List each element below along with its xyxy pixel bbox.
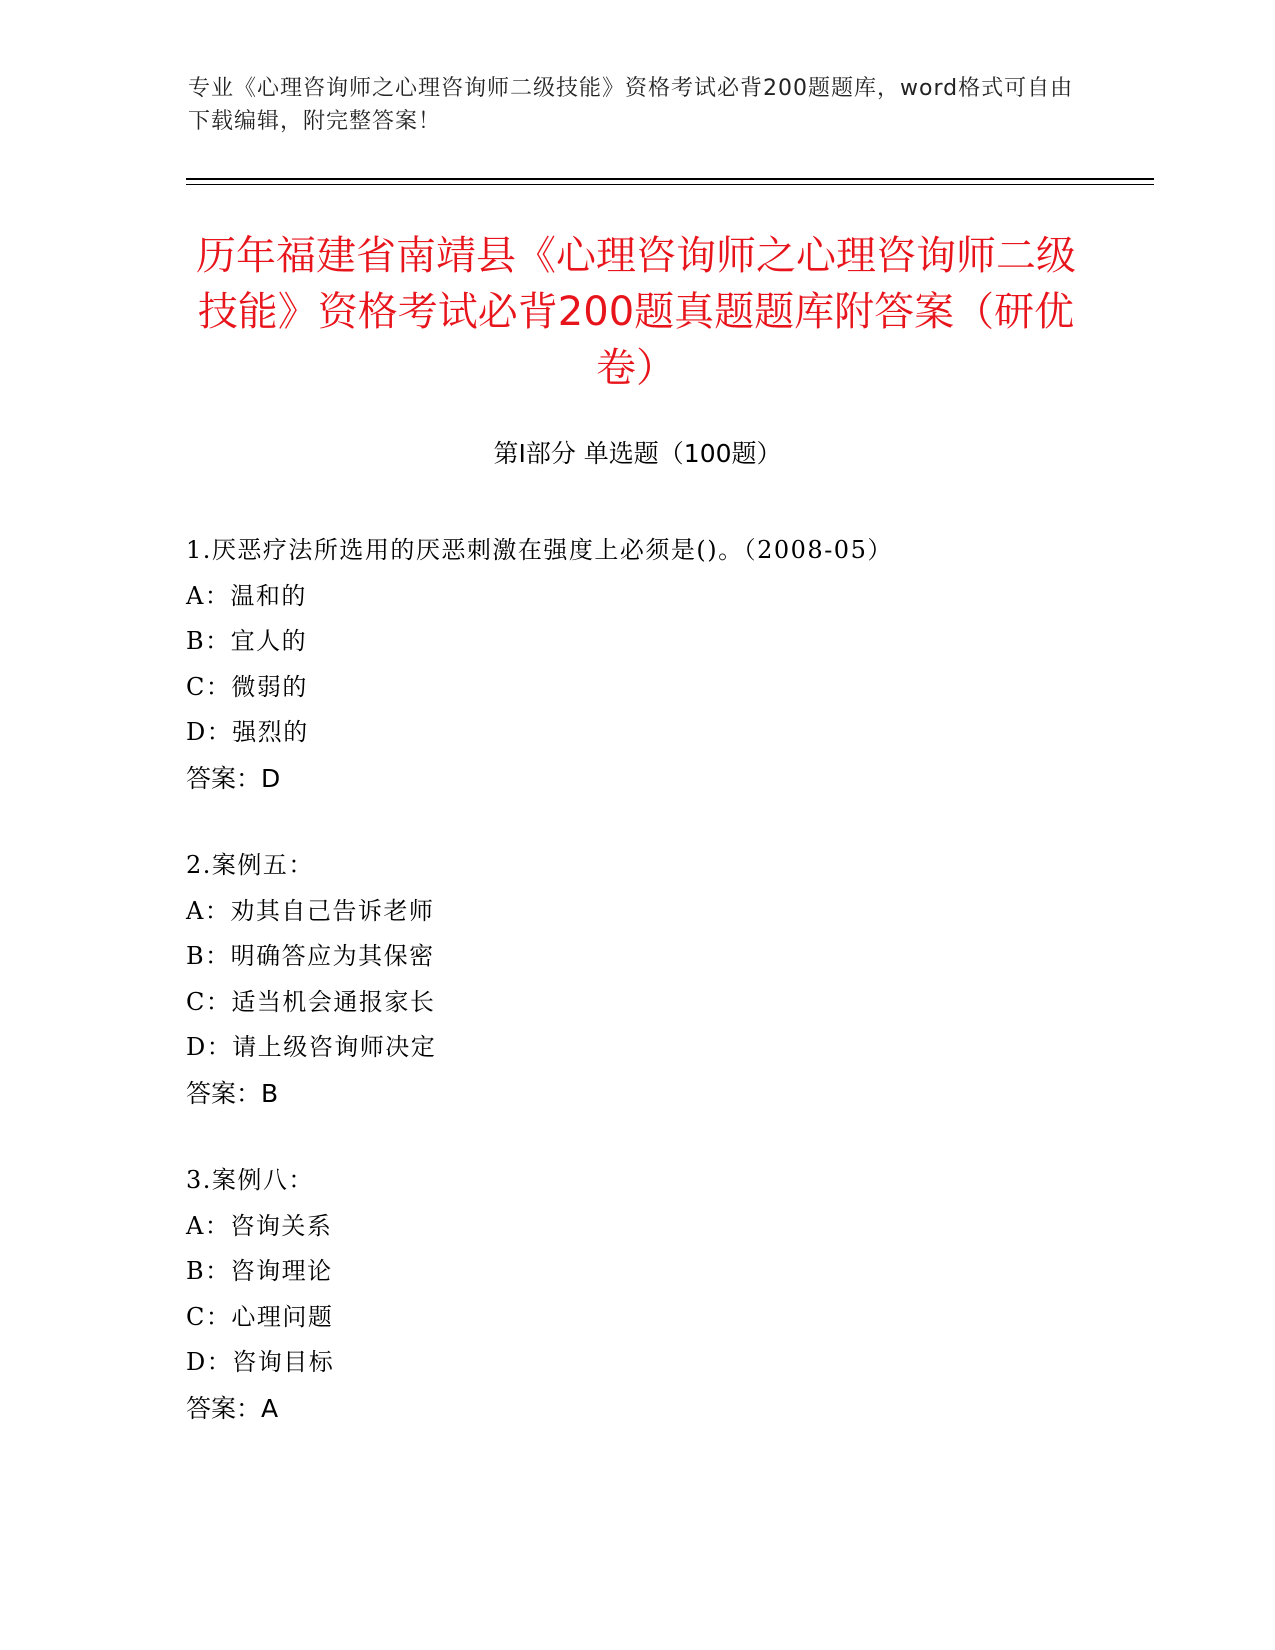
- document-title: 历年福建省南靖县《心理咨询师之心理咨询师二级技能》资格考试必背200题真题题库附答案（研优卷）: [196, 233, 1076, 391]
- option-a: A：咨询关系: [186, 1211, 333, 1240]
- option-c: C：适当机会通报家长: [186, 987, 436, 1016]
- option-c: C：心理问题: [186, 1302, 334, 1331]
- option-a: A：温和的: [186, 581, 307, 610]
- option-b: B：咨询理论: [186, 1257, 333, 1285]
- answer-line: 答案：B: [186, 1078, 279, 1108]
- answer-line: 答案：A: [186, 1393, 279, 1423]
- option-d: D：咨询目标: [186, 1348, 335, 1376]
- question-2: [186, 843, 1146, 1116]
- question-list: [186, 528, 1146, 1473]
- header-note: 专业《心理咨询师之心理咨询师二级技能》资格考试必背200题题库，word格式可自由下载编辑，附完整答案！: [188, 76, 1074, 134]
- option-d: D：强烈的: [186, 718, 309, 746]
- header-rule-thin: [186, 184, 1154, 185]
- question-stem: 1.厌恶疗法所选用的厌恶刺激在强度上必须是()。（2008-05）: [186, 536, 893, 564]
- option-b: B：宜人的: [186, 627, 308, 655]
- question-stem: 2.案例五：: [186, 851, 314, 879]
- question-3: [186, 1158, 1146, 1431]
- option-b: B：明确答应为其保密: [186, 942, 435, 970]
- option-a: A：劝其自己告诉老师: [186, 896, 435, 925]
- question-stem: 3.案例八：: [186, 1166, 314, 1194]
- section-title: 第Ⅰ部分 单选题（100题）: [493, 439, 782, 468]
- header-rule-thick: [186, 178, 1154, 180]
- option-d: D：请上级咨询师决定: [186, 1033, 437, 1061]
- question-1: [186, 528, 1146, 801]
- option-c: C：微弱的: [186, 672, 308, 701]
- answer-line: 答案：D: [186, 763, 281, 793]
